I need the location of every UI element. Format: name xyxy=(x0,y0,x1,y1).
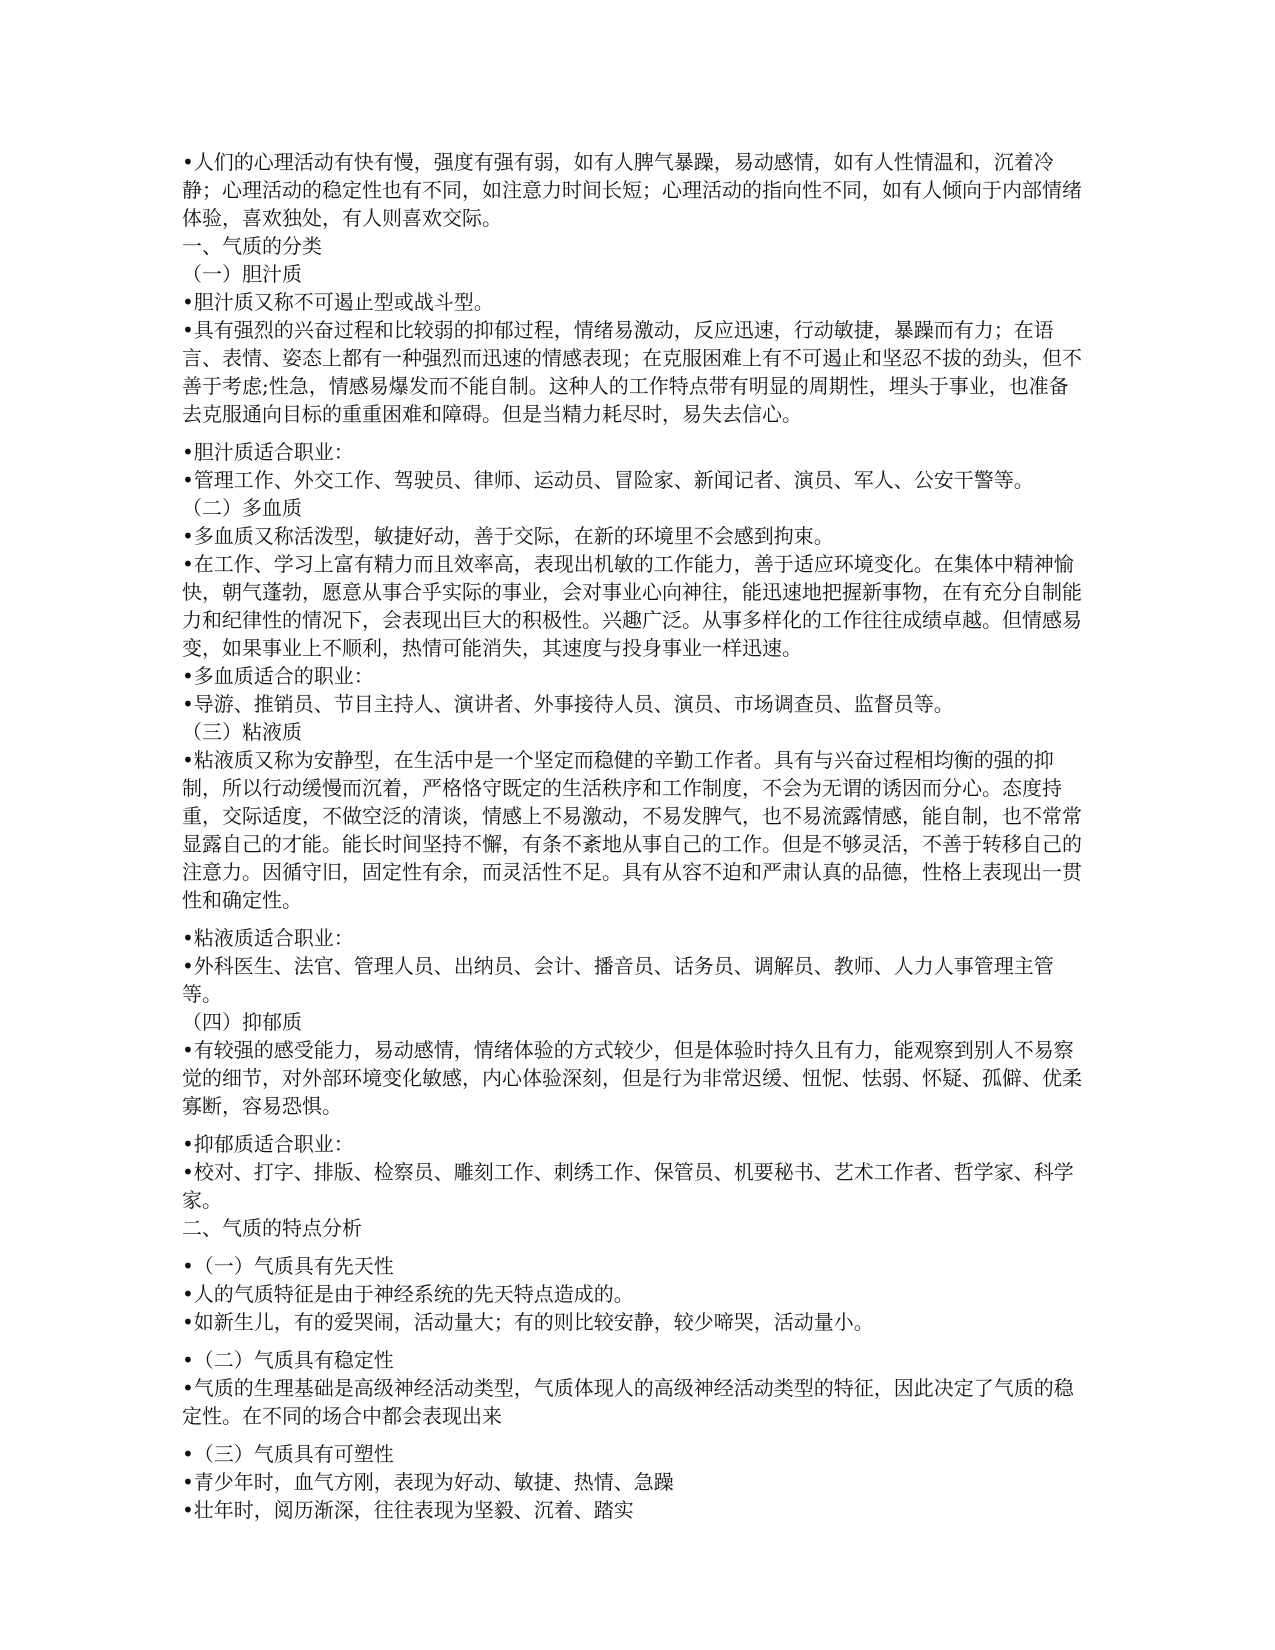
section-heading: 二、气质的特点分析 xyxy=(182,1216,362,1240)
bullet-paragraph: • 管理工作、外交工作、驾驶员、律师、运动员、冒险家、新闻记者、演员、军人、公安干警等。 xyxy=(182,466,1082,494)
bullet-paragraph: • 人们的心理活动有快有慢，强度有强有弱，如有人脾气暴躁，易动感情，如有人性情温和，沉着冷静；心理活动的稳定性也有不同，如注意力时间长短；心理活动的指向性不同，如有人倾向于内部情绪体验，喜欢独处，有人则喜欢交际。 xyxy=(182,148,1082,232)
bullet-paragraph: • 有较强的感受能力，易动感情，情绪体验的方式较少，但是体验时持久且有力，能观察到别人不易察觉的细节，对外部环境变化敏感，内心体验深刻，但是行为非常迟缓、忸怩、怯弱、怀疑、孤僻、优柔寡断，容易恐惧。 xyxy=(182,1036,1082,1120)
bullet-paragraph: • 如新生儿，有的爱哭闹，活动量大；有的则比较安静，较少啼哭，活动量小。 xyxy=(182,1308,1082,1336)
section-heading: 一、气质的分类 xyxy=(182,234,322,258)
section-heading: （二）多血质 xyxy=(182,496,302,520)
bullet-paragraph: • 外科医生、法官、管理人员、出纳员、会计、播音员、话务员、调解员、教师、人力人事管理主管等。 xyxy=(182,952,1082,1008)
bullet-paragraph: • 校对、打字、排版、检察员、雕刻工作、刺绣工作、保管员、机要秘书、艺术工作者、哲学家、科学家。 xyxy=(182,1158,1082,1214)
document-page xyxy=(182,148,1082,1524)
bullet-paragraph: • 粘液质又称为安静型，在生活中是一个坚定而稳健的辛勤工作者。具有与兴奋过程相均衡的强的抑制，所以行动缓慢而沉着，严格恪守既定的生活秩序和工作制度，不会为无谓的诱因而分心。态度持重，交际适度，不做空泛的清谈，情感上不易激动，不易发脾气，也不易流露情感，能自制，也不常常显露自己的才能。能长时间坚持不懈，有条不紊地从事自己的工作。但是不够灵活，不善于转移自己的注意力。因循守旧，固定性有余，而灵活性不足。具有从容不迫和严肃认真的品德，性格上表现出一贯性和确定性。 xyxy=(182,746,1082,914)
bullet-paragraph: • 壮年时，阅历渐深，往往表现为坚毅、沉着、踏实 xyxy=(182,1496,1082,1524)
bullet-paragraph: • （三）气质具有可塑性 xyxy=(182,1440,1082,1468)
bullet-paragraph: • 胆汁质适合职业： xyxy=(182,438,1082,466)
bullet-paragraph: • （二）气质具有稳定性 xyxy=(182,1346,1082,1374)
bullet-paragraph: • 青少年时，血气方刚，表现为好动、敏捷、热情、急躁 xyxy=(182,1468,1082,1496)
bullet-paragraph: • 抑郁质适合职业： xyxy=(182,1130,1082,1158)
bullet-paragraph: • 粘液质适合职业： xyxy=(182,924,1082,952)
bullet-paragraph: • 胆汁质又称不可遏止型或战斗型。 xyxy=(182,288,1082,316)
bullet-paragraph: • 导游、推销员、节目主持人、演讲者、外事接待人员、演员、市场调查员、监督员等。 xyxy=(182,690,1082,718)
bullet-paragraph: • 具有强烈的兴奋过程和比较弱的抑郁过程，情绪易激动，反应迅速，行动敏捷，暴躁而有力；在语言、表情、姿态上都有一种强烈而迅速的情感表现；在克服困难上有不可遏止和坚忍不拔的劲头，但不善于考虑;性急，情感易爆发而不能自制。这种人的工作特点带有明显的周期性，埋头于事业，也准备去克服通向目标的重重困难和障碍。但是当精力耗尽时，易失去信心。 xyxy=(182,316,1082,428)
bullet-paragraph: • 人的气质特征是由于神经系统的先天特点造成的。 xyxy=(182,1280,1082,1308)
bullet-paragraph: • 气质的生理基础是高级神经活动类型，气质体现人的高级神经活动类型的特征，因此决定了气质的稳定性。在不同的场合中都会表现出来 xyxy=(182,1374,1082,1430)
section-heading: （四）抑郁质 xyxy=(182,1010,302,1034)
bullet-paragraph: • 多血质又称活泼型，敏捷好动，善于交际，在新的环境里不会感到拘束。 xyxy=(182,522,1082,550)
bullet-paragraph: • 在工作、学习上富有精力而且效率高，表现出机敏的工作能力，善于适应环境变化。在集体中精神愉快，朝气蓬勃，愿意从事合乎实际的事业，会对事业心向神往，能迅速地把握新事物，在有充分自制能力和纪律性的情况下，会表现出巨大的积极性。兴趣广泛。从事多样化的工作往往成绩卓越。但情感易变，如果事业上不顺利，热情可能消失，其速度与投身事业一样迅速。 xyxy=(182,550,1082,662)
section-heading: （一）胆汁质 xyxy=(182,262,302,286)
bullet-paragraph: • （一）气质具有先天性 xyxy=(182,1252,1082,1280)
bullet-paragraph: • 多血质适合的职业： xyxy=(182,662,1082,690)
section-heading: （三）粘液质 xyxy=(182,720,302,744)
